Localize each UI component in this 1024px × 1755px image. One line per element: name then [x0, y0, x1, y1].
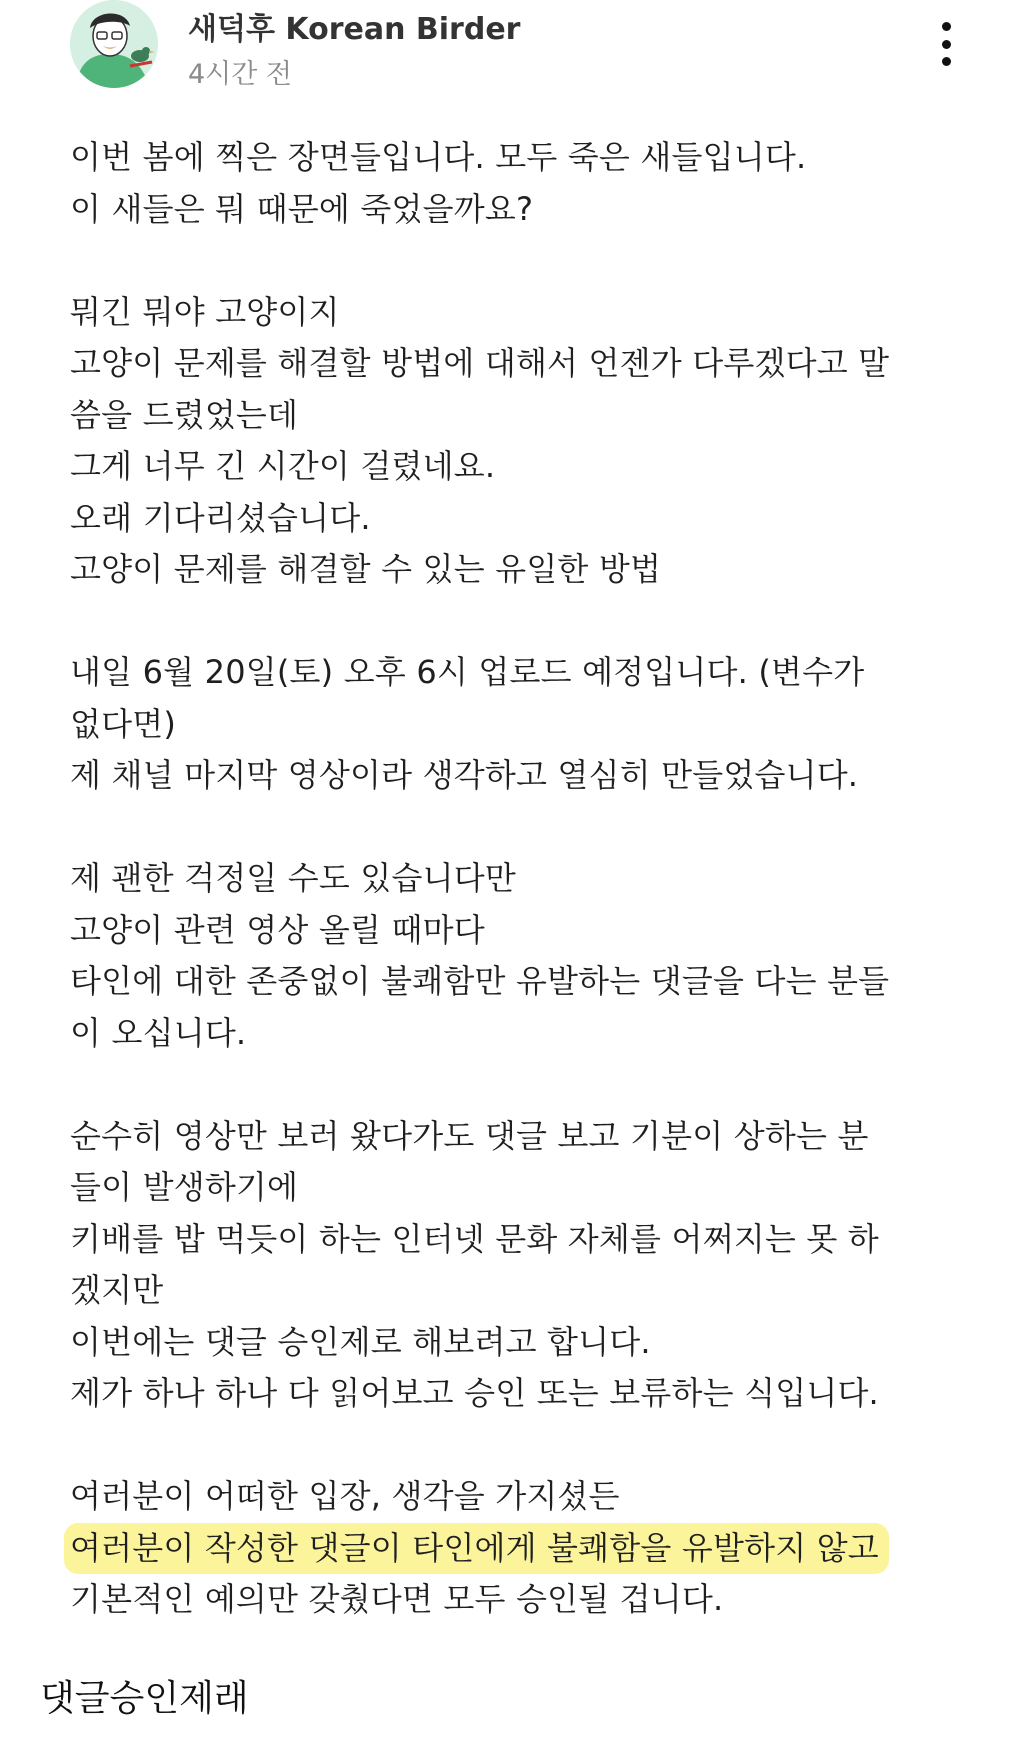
- post-text-line: 순수히 영상만 보러 왔다가도 댓글 보고 기분이 상하는 분: [70, 1116, 869, 1155]
- post-text-line: 고양이 문제를 해결할 수 있는 유일한 방법: [70, 550, 662, 588]
- post-text-line: 제 채널 마지막 영상이라 생각하고 열심히 만들었습니다.: [70, 756, 859, 794]
- paragraph-gap: [70, 596, 970, 648]
- post-text-line: 고양이 문제를 해결할 방법에 대해서 언젠가 다루겠다고 말: [70, 344, 890, 382]
- post-text-line: 타인에 대한 존중없이 불쾌함만 유발하는 댓글을 다는 분들: [70, 962, 890, 1000]
- post-text-line: 제 괜한 걱정일 수도 있습니다만: [70, 859, 516, 897]
- post-time: 4시간 전: [188, 59, 293, 90]
- post-text-line: 없다면): [70, 704, 177, 743]
- post-text-line: 이번 봄에 찍은 장면들입니다. 모두 죽은 새들입니다.: [70, 138, 807, 176]
- paragraph-gap: [70, 1420, 970, 1472]
- paragraph-gap: [70, 802, 970, 854]
- highlighted-text: 여러분이 작성한 댓글이 타인에게 불쾌함을 유발하지 않고: [64, 1523, 889, 1575]
- post-text-line: 겠지만: [70, 1271, 164, 1309]
- post-text-line: 이 새들은 뭐 때문에 죽었을까요?: [70, 189, 534, 228]
- post-text-line: 제가 하나 하나 다 읽어보고 승인 또는 보류하는 식입니다.: [70, 1374, 879, 1412]
- more-vertical-icon[interactable]: [934, 22, 958, 66]
- avatar[interactable]: [70, 0, 158, 88]
- post-text-line: 내일 6월 20일(토) 오후 6시 업로드 예정입니다. (변수가: [70, 653, 865, 691]
- post-text-line: 오래 기다리셨습니다.: [70, 498, 371, 537]
- post-text-line-highlighted: [70, 1523, 970, 1575]
- author-name[interactable]: 새덕후 Korean Birder: [188, 12, 521, 47]
- post-text-line: 이 오십니다.: [70, 1013, 247, 1052]
- avatar-illustration: [70, 0, 158, 88]
- post-text-line: 그게 너무 긴 시간이 걸렸네요.: [70, 447, 496, 485]
- paragraph-gap: [70, 1059, 970, 1111]
- post-text-line: 고양이 관련 영상 올릴 때마다: [70, 910, 485, 949]
- post-text-line: 뭐긴 뭐야 고양이지: [70, 292, 340, 331]
- more-dot: [942, 22, 951, 31]
- post-text-line: 키배를 밥 먹듯이 하는 인터넷 문화 자체를 어쩌지는 못 하: [70, 1219, 879, 1258]
- post-text-line: 기본적인 예의만 갖췄다면 모두 승인될 겁니다.: [70, 1580, 724, 1618]
- more-dot: [942, 57, 951, 66]
- post-text-line: 여러분이 어떠한 입장, 생각을 가지셨든: [70, 1477, 620, 1515]
- post-text-line: 씀을 드렸었는데: [70, 395, 299, 434]
- image-caption: 댓글승인제래: [40, 1678, 249, 1719]
- post-body: [70, 132, 970, 1626]
- post-text-line: 들이 발생하기에: [70, 1168, 299, 1206]
- post-text-line: 이번에는 댓글 승인제로 해보려고 합니다.: [70, 1322, 651, 1361]
- post-header: [70, 0, 960, 100]
- more-dot: [942, 40, 951, 49]
- paragraph-gap: [70, 235, 970, 287]
